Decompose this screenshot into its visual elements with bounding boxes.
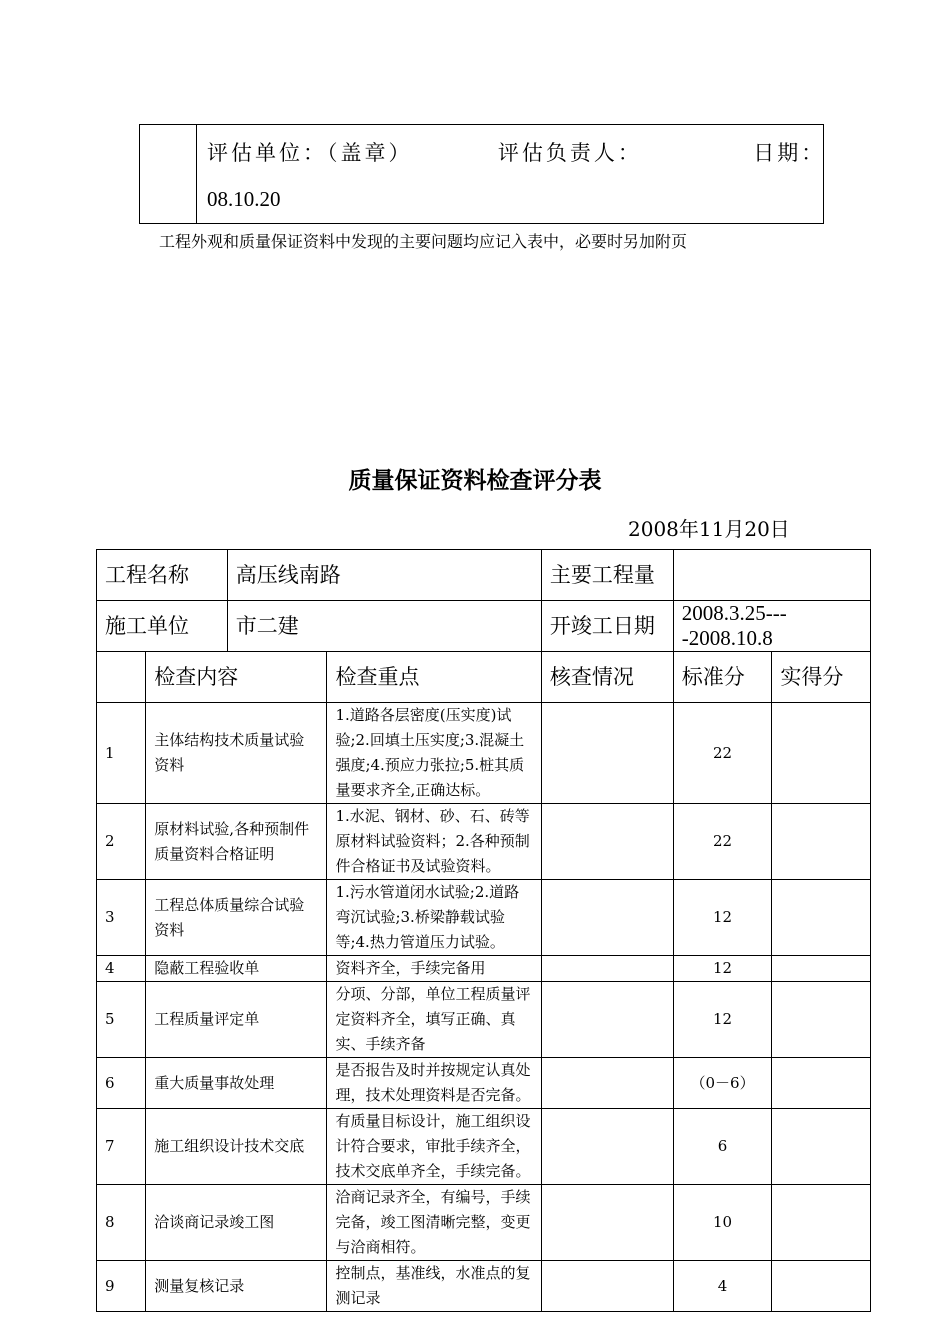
score-table: [96, 549, 871, 1312]
form-title: 质量保证资料检查评分表: [348, 467, 602, 494]
row-status: [541, 703, 673, 804]
row-status: [541, 1261, 673, 1312]
row-focus: 分项、分部，单位工程质量评定资料齐全，填写正确、真实、手续齐备: [327, 982, 541, 1058]
row-standard-score: 4: [673, 1261, 772, 1312]
dates-label: 开竣工日期: [541, 601, 673, 652]
row-number: 5: [97, 982, 146, 1058]
row-number: 7: [97, 1109, 146, 1185]
row-focus: 1.道路各层密度(压实度)试验;2.回填土压实度;3.混凝土强度;4.预应力张拉;5.桩其质量要求齐全,正确达标。: [327, 703, 541, 804]
table-row: [97, 804, 871, 880]
assessment-signature-box: [139, 124, 824, 224]
row-standard-score: 6: [673, 1109, 772, 1185]
row-status: [541, 956, 673, 982]
table-row: [97, 1185, 871, 1261]
main-quantity-label: 主要工程量: [541, 550, 673, 601]
signature-line: [207, 137, 826, 167]
row-standard-score: 22: [673, 703, 772, 804]
form-date: 2008年11月20日: [628, 517, 790, 541]
row-focus: 1.污水管道闭水试验;2.道路弯沉试验;3.桥梁静载试验等;4.热力管道压力试验。: [327, 880, 541, 956]
row-status: [541, 1058, 673, 1109]
row-content: 隐蔽工程验收单: [146, 956, 327, 982]
row-focus: 是否报告及时并按规定认真处理，技术处理资料是否完备。: [327, 1058, 541, 1109]
table-row: [97, 880, 871, 956]
row-number: 8: [97, 1185, 146, 1261]
row-content: 工程总体质量综合试验资料: [146, 880, 327, 956]
table-row: [97, 956, 871, 982]
row-standard-score: 12: [673, 956, 772, 982]
row-content: 洽谈商记录竣工图: [146, 1185, 327, 1261]
row-status: [541, 982, 673, 1058]
row-standard-score: 10: [673, 1185, 772, 1261]
row-actual-score: [772, 1261, 871, 1312]
row-number: 2: [97, 804, 146, 880]
row-number: 9: [97, 1261, 146, 1312]
main-quantity-value: [673, 550, 870, 601]
row-actual-score: [772, 1109, 871, 1185]
footnote: 工程外观和质量保证资料中发现的主要问题均应记入表中，必要时另加附页: [159, 232, 688, 251]
row-actual-score: [772, 703, 871, 804]
row-actual-score: [772, 956, 871, 982]
row-standard-score: 12: [673, 982, 772, 1058]
header-content: 检查内容: [146, 652, 327, 703]
row-status: [541, 1185, 673, 1261]
row-number: 3: [97, 880, 146, 956]
row-number: 4: [97, 956, 146, 982]
row-focus: 洽商记录齐全，有编号，手续完备，竣工图清晰完整，变更与洽商相符。: [327, 1185, 541, 1261]
assessment-person-label: 评估负责人：: [497, 141, 642, 165]
dates-value: 2008.3.25----2008.10.8: [673, 601, 870, 652]
row-number: 6: [97, 1058, 146, 1109]
header-no-cell: [97, 652, 146, 703]
row-status: [541, 1109, 673, 1185]
row-status: [541, 880, 673, 956]
row-content: 主体结构技术质量试验资料: [146, 703, 327, 804]
row-actual-score: [772, 982, 871, 1058]
table-row: [97, 1058, 871, 1109]
header-status: 核查情况: [541, 652, 673, 703]
table-row: [97, 1109, 871, 1185]
row-focus: 有质量目标设计，施工组织设计符合要求，审批手续齐全，技术交底单齐全，手续完备。: [327, 1109, 541, 1185]
row-focus: 1.水泥、钢材、砂、石、砖等原材料试验资料；2.各种预制件合格证书及试验资料。: [327, 804, 541, 880]
row-content: 重大质量事故处理: [146, 1058, 327, 1109]
table-row: [97, 982, 871, 1058]
contractor-label: 施工单位: [97, 601, 228, 652]
row-content: 施工组织设计技术交底: [146, 1109, 327, 1185]
row-standard-score: 22: [673, 804, 772, 880]
row-actual-score: [772, 1185, 871, 1261]
row-focus: 资料齐全，手续完备用: [327, 956, 541, 982]
project-name-label: 工程名称: [97, 550, 228, 601]
row-status: [541, 804, 673, 880]
contractor-value: 市二建: [227, 601, 541, 652]
header-standard: 标准分: [673, 652, 772, 703]
row-actual-score: [772, 804, 871, 880]
header-focus: 检查重点: [327, 652, 541, 703]
assessment-date-label: 日期：: [753, 141, 826, 165]
row-focus: 控制点，基准线，水准点的复测记录: [327, 1261, 541, 1312]
assessment-date-value: 08.10.20: [207, 187, 281, 211]
row-number: 1: [97, 703, 146, 804]
project-name-value: 高压线南路: [227, 550, 541, 601]
row-content: 测量复核记录: [146, 1261, 327, 1312]
header-actual: 实得分: [772, 652, 871, 703]
assessment-unit-label: 评估单位：（盖章）: [207, 141, 413, 165]
row-content: 工程质量评定单: [146, 982, 327, 1058]
table-row: [97, 1261, 871, 1312]
table-row: [97, 703, 871, 804]
signature-box-left-cell: [140, 125, 197, 223]
row-content: 原材料试验,各种预制件质量资料合格证明: [146, 804, 327, 880]
row-standard-score: （0－6）: [673, 1058, 772, 1109]
row-standard-score: 12: [673, 880, 772, 956]
row-actual-score: [772, 880, 871, 956]
row-actual-score: [772, 1058, 871, 1109]
